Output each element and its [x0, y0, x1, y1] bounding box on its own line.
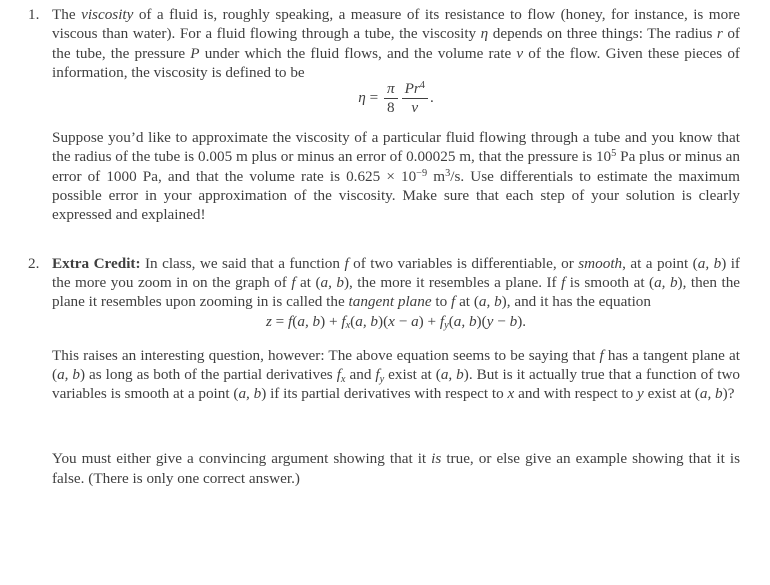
- text-segment: of the tube, the pressure: [52, 25, 740, 62]
- text-segment: a, b: [697, 254, 722, 272]
- text-segment: a, b: [320, 273, 344, 291]
- text-segment: y: [444, 320, 449, 332]
- text-segment: =: [365, 89, 382, 107]
- text-segment: a, b: [699, 385, 723, 403]
- text-segment: a, b: [478, 293, 502, 311]
- text-segment: Pr: [404, 80, 420, 98]
- text-segment: v: [411, 99, 419, 117]
- text-segment: f: [375, 365, 380, 383]
- text-segment: /s. Use differentials to estimate the maximum possible error in your approximation of the viscosity. Make sure that each step of your solution is clearly expressed and explained!: [52, 167, 740, 224]
- text-segment: f: [291, 273, 296, 291]
- text-segment: f: [439, 312, 445, 330]
- item-number-2: 2.: [28, 254, 40, 272]
- text-segment: under which the fluid flows, and the volume rate: [199, 44, 517, 62]
- text-segment: a, b: [57, 365, 81, 383]
- text-segment: ) if its partial derivatives with respect to: [261, 385, 508, 403]
- equation-viscosity: [52, 80, 740, 117]
- text-segment: to: [431, 293, 452, 311]
- text-segment: 8: [386, 99, 395, 117]
- text-segment: Extra Credit:: [52, 254, 141, 272]
- text-segment: is: [431, 450, 442, 468]
- text-segment: )?: [722, 385, 735, 403]
- text-segment: f: [344, 254, 349, 272]
- text-segment: f: [599, 346, 604, 364]
- text-segment: η: [358, 89, 366, 107]
- text-segment: The: [52, 6, 82, 23]
- text-segment: a, b: [238, 385, 262, 403]
- text-segment: −: [493, 312, 510, 330]
- text-segment: at (: [455, 293, 479, 311]
- text-segment: 3: [445, 167, 451, 179]
- equation-lhs: [358, 89, 382, 106]
- text-segment: a, b: [297, 312, 321, 330]
- text-segment: and: [345, 365, 376, 383]
- text-segment: x: [507, 385, 515, 403]
- text-segment: a, b: [440, 365, 464, 383]
- item-number-1: 1.: [28, 6, 40, 23]
- text-segment: of two variables is differentiable, or: [348, 254, 579, 272]
- text-segment: smooth: [578, 254, 623, 272]
- text-segment: y: [637, 385, 644, 403]
- text-segment: f: [341, 312, 346, 330]
- fraction-pi-over-8: [384, 80, 398, 117]
- text-segment: y: [486, 312, 494, 330]
- text-segment: P: [190, 44, 200, 62]
- text-segment: x: [388, 312, 395, 330]
- text-segment: ) +: [418, 312, 440, 330]
- fraction-pr4-over-v: [402, 80, 428, 117]
- text-segment: a, b: [355, 312, 379, 330]
- text-segment: ). But is it actually true that a function of two variables is smooth at a point (: [52, 365, 741, 403]
- text-segment: In class, we said that a function: [140, 254, 345, 272]
- text-segment: =: [271, 312, 289, 330]
- text-segment: depends on three things: The radius: [488, 25, 717, 43]
- text-segment: r: [716, 25, 723, 43]
- text-segment: Pa plus or minus an error of 1000 Pa, and that the volume rate is 0.625 × 10: [52, 148, 740, 185]
- text-segment: ), and it has the equation: [501, 293, 651, 311]
- text-segment: f: [288, 312, 293, 330]
- problem-item-1: [28, 5, 740, 225]
- text-segment: has a tangent plane at (: [52, 346, 740, 383]
- text-segment: f: [561, 273, 566, 291]
- text-segment: ) as long as both of the partial derivatives: [80, 365, 337, 383]
- text-segment: m: [427, 167, 446, 185]
- text-segment: of a fluid is, roughly speaking, a measure of its resistance to flow (honey, for instance, is more viscous than water). For a fluid flowing through a tube, the viscosity: [52, 6, 741, 43]
- text-segment: 4: [419, 80, 425, 92]
- text-segment: f: [336, 365, 341, 383]
- fraction-numerator: [402, 80, 428, 98]
- text-segment: , at a point (: [622, 254, 698, 272]
- text-segment: v: [516, 44, 524, 62]
- text-segment: true, or else give an example showing that it is false. (There is only one correct answer.): [52, 450, 740, 487]
- text-segment: exist at (: [384, 365, 441, 383]
- text-segment: and with respect to: [514, 385, 638, 403]
- text-segment: x: [345, 320, 351, 332]
- text-segment: (: [448, 312, 454, 330]
- paragraph-answer-requirement: [52, 449, 740, 488]
- text-segment: ).: [517, 312, 527, 330]
- text-segment: (: [350, 312, 356, 330]
- text-segment: )(: [476, 312, 487, 330]
- text-segment: at (: [295, 273, 321, 291]
- text-segment: Suppose you’d like to approximate the viscosity of a particular fluid flowing through a tube and you know that the radius of the tube is 0.005 m plus or minus an error of 0.00025 m, that the pressure is 10: [52, 129, 740, 166]
- text-segment: −: [394, 312, 412, 330]
- text-segment: a, b: [453, 312, 477, 330]
- text-segment: viscosity: [81, 6, 134, 23]
- text-segment: )(: [378, 312, 389, 330]
- paragraph-tangent-plane-question: [52, 346, 740, 404]
- text-segment: −9: [416, 167, 428, 179]
- text-segment: η: [480, 25, 489, 43]
- text-segment: 5: [611, 148, 617, 160]
- text-segment: is smooth at (: [565, 273, 655, 291]
- paragraph-viscosity-task: [52, 128, 740, 224]
- text-segment: (: [292, 312, 298, 330]
- text-segment: exist at (: [643, 385, 700, 403]
- text-segment: f: [451, 293, 456, 311]
- paragraph-extra-credit-intro: [52, 254, 740, 312]
- text-segment: z: [265, 312, 272, 330]
- equation-period: .: [429, 89, 434, 107]
- text-segment: π: [386, 80, 395, 98]
- text-segment: ), the more it resembles a plane. If: [343, 273, 562, 291]
- text-segment: You must either give a convincing argument showing that it: [52, 450, 432, 468]
- text-segment: a: [411, 312, 419, 330]
- paragraph-viscosity-intro: [52, 5, 740, 82]
- fraction-denominator: [402, 98, 428, 117]
- text-segment: ) +: [320, 312, 342, 330]
- text-segment: y: [379, 373, 385, 385]
- fraction-numerator: [384, 80, 398, 98]
- text-segment: This raises an interesting question, however: The above equation seems to be saying that: [52, 346, 600, 364]
- equation-tangent-plane: [52, 312, 740, 332]
- text-segment: b: [509, 312, 518, 330]
- text-segment: of the flow. Given these pieces of information, the viscosity is defined to be: [52, 44, 740, 81]
- fraction-denominator: [384, 98, 398, 117]
- text-segment: ), then the plane it resembles upon zooming in is called the: [52, 273, 741, 311]
- text-segment: tangent plane: [348, 293, 432, 311]
- problem-item-2: [28, 254, 740, 488]
- text-segment: x: [340, 373, 346, 385]
- text-segment: ) if the more you zoom in on the graph of: [52, 254, 740, 291]
- text-segment: a, b: [654, 273, 678, 291]
